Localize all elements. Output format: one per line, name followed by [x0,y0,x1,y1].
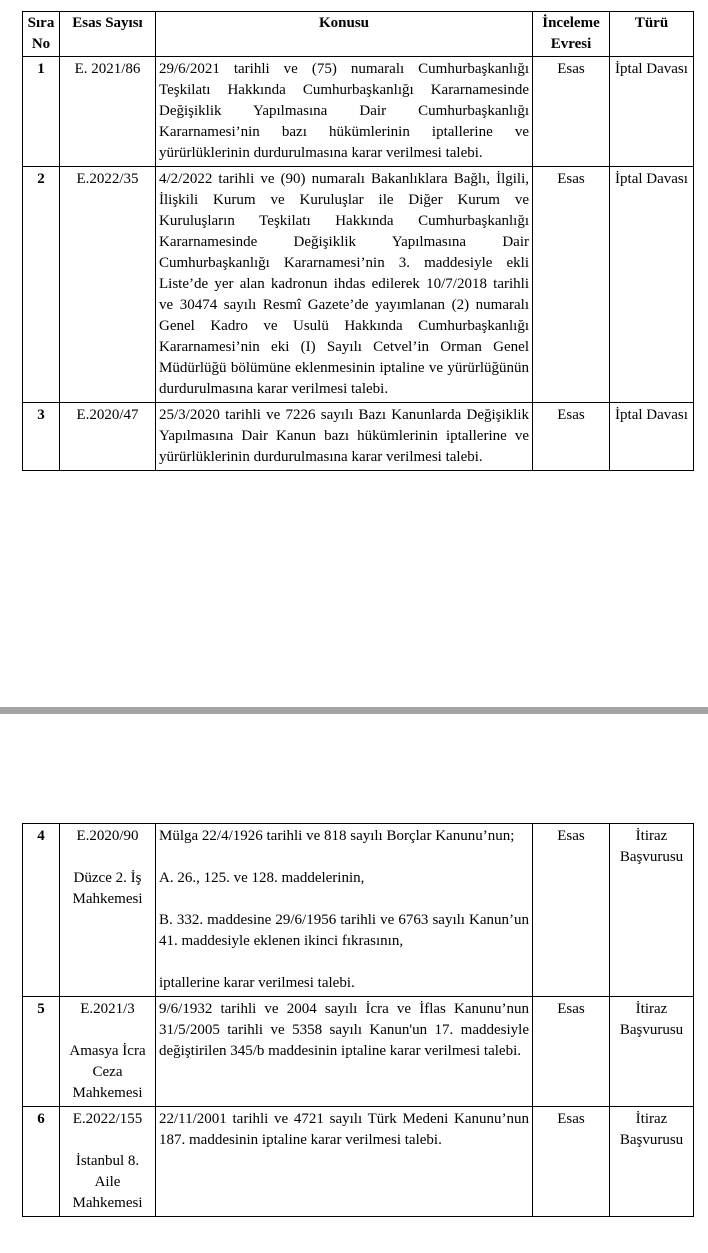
header-sira-no [23,12,60,57]
court-name: Düzce 2. İş Mahkemesi [72,870,143,907]
inceleme-evresi: Esas [533,403,610,471]
table-row [23,403,694,471]
turu: İtiraz Başvurusu [610,1107,694,1217]
table-header-row [23,12,694,57]
court-name: Amasya İcra Ceza Mahkemesi [69,1043,146,1101]
header-inceleme-evresi [533,12,610,57]
turu: İptal Davası [610,57,694,167]
table-row [23,167,694,403]
cases-table-page-1 [22,11,694,471]
header-evre-line2: Evresi [550,36,592,52]
header-esas-sayisi: Esas Sayısı [60,12,156,57]
konusu: 25/3/2020 tarihli ve 7226 sayılı Bazı Kanunlarda Değişiklik Yapılmasına Dair Kanun bazı hükümlerinin iptallerine ve yürürlüklerinin durdurulmasına karar verilmesi talebi. [156,403,533,471]
konusu-conclusion: iptallerine karar verilmesi talebi. [159,975,355,991]
esas-sayisi: E.2021/3 [80,1001,135,1017]
esas-sayisi: E.2022/35 [60,167,156,403]
esas-sayisi-cell [60,824,156,997]
konusu: 22/11/2001 tarihli ve 4721 sayılı Türk Medeni Kanunu’nun 187. maddesinin iptaline karar verilmesi talebi. [156,1107,533,1217]
table-row [23,824,694,997]
row-number: 5 [23,997,60,1107]
turu: İtiraz Başvurusu [610,997,694,1107]
konusu: 4/2/2022 tarihli ve (90) numaralı Bakanlıklara Bağlı, İlgili, İlişkili Kurum ve Kuruluşlar ile Diğer Kurum ve Kuruluşların Teşkilatı Hakkında Cumhurbaşkanlığı Kararnamesinde Değişiklik Yapılmasına Dair Cumhurbaşkanlığı Kararnamesi’nin 3. maddesiyle ekli Liste’de yer alan kadronun ihdas edilerek 10/7/2018 tarihli ve 30474 sayılı Resmî Gazete’de yayımlanan (2) numaralı Genel Kadro ve Usulü Hakkında Cumhurbaşkanlığı Kararnamesi’nin eki (I) Sayılı Cetvel’in Orman Genel Müdürlüğü bölümüne eklenmesinin iptaline ve yürürlüğünün durdurulmasına karar verilmesi talebi. [156,167,533,403]
turu: İptal Davası [610,167,694,403]
konusu-intro: Mülga 22/4/1926 tarihli ve 818 sayılı Borçlar Kanunu’nun; [159,828,515,844]
header-sira-line2: No [31,36,51,52]
esas-sayisi-cell [60,1107,156,1217]
inceleme-evresi: Esas [533,997,610,1107]
konusu: 29/6/2021 tarihli ve (75) numaralı Cumhurbaşkanlığı Teşkilatı Hakkında Cumhurbaşkanlığı Kararnamesinde Değişiklik Yapılmasına Dair Cumhurbaşkanlığı Kararnamesi’nin bazı hükümlerinin iptallerine ve yürürlüklerinin durdurulmasına karar verilmesi talebi. [156,57,533,167]
row-number: 4 [23,824,60,997]
row-number: 2 [23,167,60,403]
cases-table-page-2 [22,823,694,1217]
inceleme-evresi: Esas [533,824,610,997]
konusu-item-a: A. 26., 125. ve 128. maddelerinin, [159,870,365,886]
turu: İtiraz Başvurusu [610,824,694,997]
esas-sayisi: E.2020/90 [76,828,139,844]
inceleme-evresi: Esas [533,1107,610,1217]
table-row [23,1107,694,1217]
header-konusu: Konusu [156,12,533,57]
konusu-item-b: B. 332. maddesine 29/6/1956 tarihli ve 6763 sayılı Kanun’un 41. maddesiyle eklenen ikinci fıkrasının, [159,912,529,949]
row-number: 1 [23,57,60,167]
esas-sayisi: E.2022/155 [72,1111,143,1127]
row-number: 3 [23,403,60,471]
esas-sayisi-cell [60,997,156,1107]
table-row [23,997,694,1107]
esas-sayisi: E. 2021/86 [60,57,156,167]
header-evre-line1: İnceleme [542,15,600,31]
turu: İptal Davası [610,403,694,471]
row-number: 6 [23,1107,60,1217]
table-row [23,57,694,167]
page-separator [0,707,708,714]
inceleme-evresi: Esas [533,167,610,403]
court-name: İstanbul 8. Aile Mahkemesi [72,1153,143,1211]
konusu-cell [156,824,533,997]
header-turu: Türü [610,12,694,57]
konusu: 9/6/1932 tarihli ve 2004 sayılı İcra ve İflas Kanunu’nun 31/5/2005 tarihli ve 5358 sayılı Kanun'un 17. maddesiyle değiştirilen 345/b maddesinin iptaline karar verilmesi talebi. [156,997,533,1107]
header-sira-line1: Sıra [27,15,55,31]
inceleme-evresi: Esas [533,57,610,167]
esas-sayisi: E.2020/47 [60,403,156,471]
